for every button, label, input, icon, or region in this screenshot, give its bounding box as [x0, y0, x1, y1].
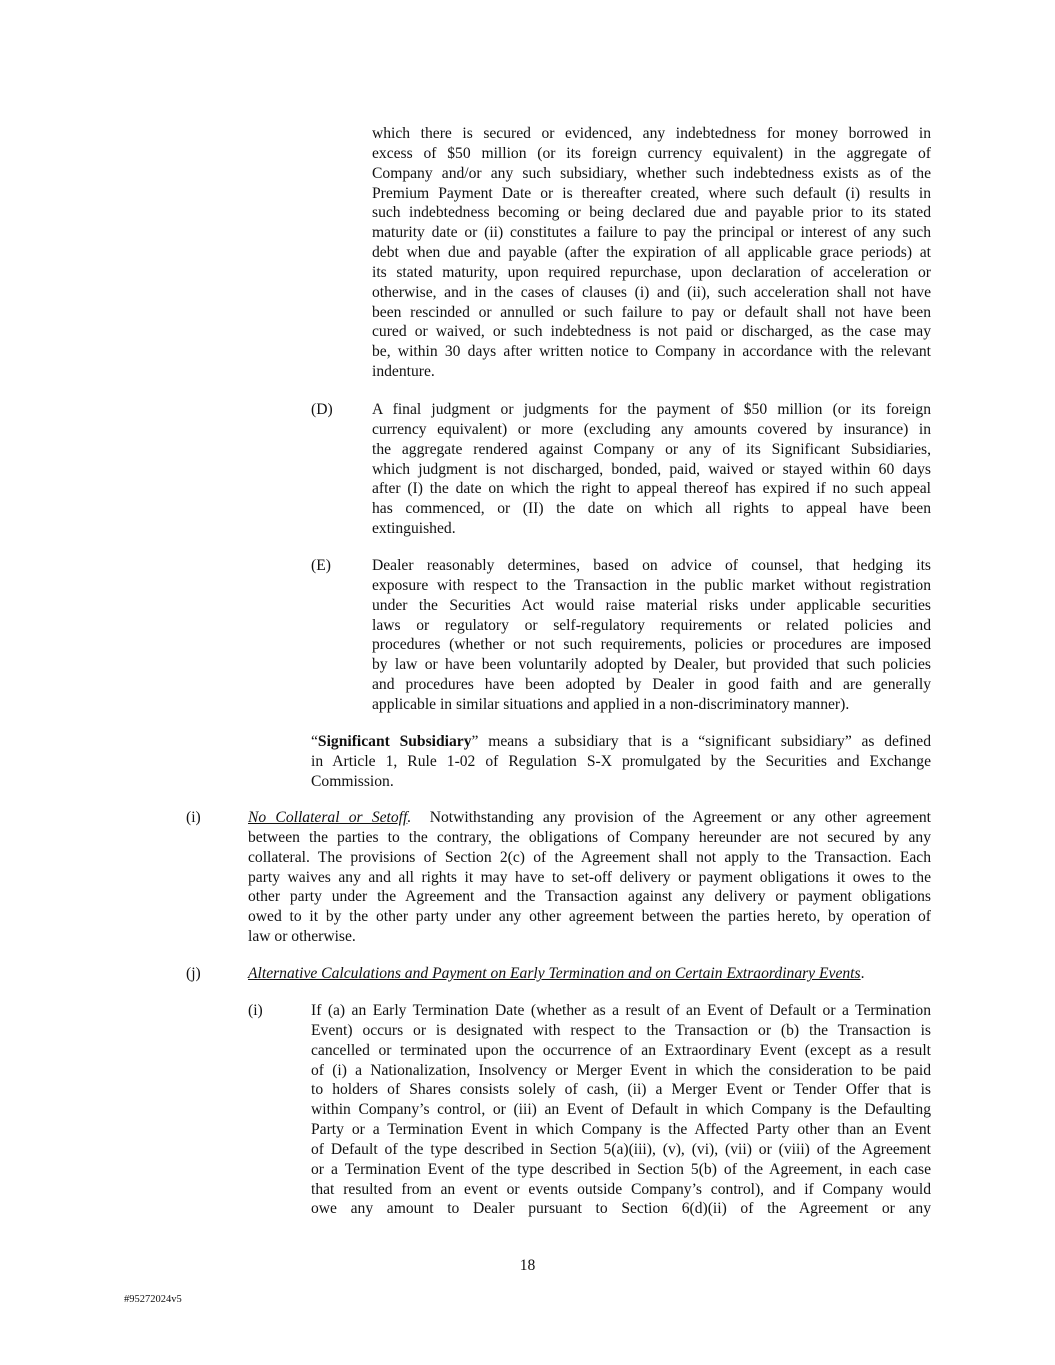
paragraph-line: been rescinded or annulled or such failure to pay or default shall not have been	[372, 303, 931, 321]
paragraph-line: party waives any and all rights it may have to set-off delivery or payment obligations it owes to the	[248, 868, 931, 886]
clause-e-label: (E)	[311, 557, 331, 574]
paragraph-line: Company and/or any such subsidiary, whether such indebtedness exists as of the	[372, 164, 931, 182]
paragraph-line: by law or have been voluntarily adopted by Dealer, but provided that such policies	[372, 656, 931, 674]
page-number: 18	[519, 1257, 536, 1274]
paragraph-line: within Company’s control, or (iii) an Event of Default in which Company is the Defaulting	[311, 1101, 931, 1119]
paragraph-line: or a Termination Event of the type described in Section 5(b) of the Agreement, in each case	[311, 1160, 931, 1178]
paragraph-line: and procedures have been adopted by Dealer in good faith and are generally	[372, 676, 931, 694]
paragraph-line: cured or waived, or such indebtedness is not paid or discharged, as the case may	[372, 323, 931, 341]
paragraph-line: maturity date or (ii) constitutes a failure to pay the principal or interest of any such	[372, 224, 931, 242]
paragraph-line: currency equivalent) or more (excluding any amounts covered by insurance) in	[372, 420, 931, 438]
paragraph-line: cancelled or terminated upon the occurrence of an Extraordinary Event (except as a result	[311, 1041, 931, 1059]
paragraph-line: after (I) the date on which the right to appeal thereof has expired if no such appeal	[372, 480, 931, 498]
clause-e-text	[372, 556, 931, 715]
paragraph-line: debt when due and payable (after the expiration of all applicable grace periods) at	[372, 244, 931, 262]
subsection-j-i-text	[311, 1001, 931, 1219]
section-j-heading	[248, 964, 938, 984]
paragraph-line: indenture.	[372, 363, 435, 381]
paragraph-line: that resulted from an event or events outside Company’s control), and if Company would	[311, 1180, 931, 1198]
paragraph-line: procedures (whether or not such requirements, policies or procedures are imposed	[372, 636, 931, 654]
paragraph-line: of (i) a Nationalization, Insolvency or Merger Event in which the consideration to be paid	[311, 1061, 931, 1079]
paragraph-line: owed to it by the other party under any other agreement between the parties hereto, by operation of	[248, 908, 931, 926]
paragraph-line: other party under the Agreement and the Transaction against any delivery or payment obligations	[248, 888, 931, 906]
paragraph-line: law or otherwise.	[248, 928, 356, 946]
definition-text: ” means a subsidiary that is a “significant subsidiary” as defined	[471, 733, 931, 750]
section-i-title-suffix: .	[407, 809, 412, 826]
paragraph-line: be, within 30 days after written notice to Company in accordance with the relevant	[372, 343, 931, 361]
paragraph-line: has commenced, or (II) the date on which all rights to appeal have been	[372, 500, 931, 518]
defined-term: Significant Subsidiary	[317, 733, 472, 750]
paragraph-line: extinguished.	[372, 520, 456, 538]
document-id: #95272024v5	[124, 1294, 182, 1305]
section-j-title: Alternative Calculations and Payment on Early Termination and on Certain Extraordinary Events	[248, 965, 861, 982]
paragraph-line: which judgment is not discharged, bonded, paid, waived or stayed within 60 days	[372, 460, 931, 478]
paragraph-line: collateral. The provisions of Section 2(c) of the Agreement shall not apply to the Transaction. Each	[248, 848, 931, 866]
paragraph-line	[311, 732, 931, 752]
section-i-line1-rest: Notwithstanding any provision of the Agreement or any other agreement	[411, 809, 931, 826]
paragraph-line: If (a) an Early Termination Date (whether as a result of an Event of Default or a Termination	[311, 1002, 931, 1019]
paragraph-line: Event) occurs or is designated with respect to the Transaction or (b) the Transaction is	[311, 1021, 931, 1039]
paragraph-line: between the parties to the contrary, the obligations of Company hereunder are not secured by any	[248, 828, 931, 846]
paragraph-line: its stated maturity, upon required repurchase, upon declaration of acceleration or	[372, 263, 931, 281]
paragraph-line: Premium Payment Date or is thereafter created, where such default (i) results in	[372, 184, 931, 202]
paragraph-line: the aggregate rendered against Company or any of its Significant Subsidiaries,	[372, 440, 931, 458]
paragraph-line: to holders of Shares consists solely of cash, (ii) a Merger Event or Tender Offer that is	[311, 1081, 931, 1099]
paragraph-line: applicable in similar situations and applied in a non-discriminatory manner).	[372, 695, 850, 713]
section-j-title-suffix: .	[860, 965, 865, 982]
paragraph-line: such indebtedness becoming or being declared due and payable prior to its stated	[372, 204, 931, 222]
paragraph-line: owe any amount to Dealer pursuant to Section 6(d)(ii) of the Agreement or any	[311, 1200, 931, 1218]
paragraph-line: laws or regulatory or self-regulatory requirements or related policies and	[372, 616, 931, 634]
section-i-title: No Collateral or Setoff	[248, 809, 408, 826]
paragraph-line: under the Securities Act would raise material risks under applicable securities	[372, 596, 931, 614]
clause-d-label: (D)	[311, 401, 333, 418]
section-i-label: (i)	[186, 809, 201, 826]
paragraph-line: exposure with respect to the Transaction in the public market without registration	[372, 576, 931, 594]
paragraph-line: otherwise, and in the cases of clauses (i) and (ii), such acceleration shall not have	[372, 283, 931, 301]
clause-d-text	[372, 400, 931, 539]
definition-paragraph	[311, 732, 931, 792]
paragraph-line: which there is secured or evidenced, any indebtedness for money borrowed in	[372, 125, 931, 142]
paragraph-line: A final judgment or judgments for the payment of $50 million (or its foreign	[372, 401, 931, 418]
section-j-label: (j)	[186, 965, 201, 982]
subsection-j-i-label: (i)	[248, 1002, 263, 1019]
open-quote: “	[311, 733, 318, 750]
paragraph-line: excess of $50 million (or its foreign currency equivalent) in the aggregate of	[372, 144, 931, 162]
paragraph-line: of Default of the type described in Section 5(a)(iii), (v), (vi), (vii) or (viii) of the Agreement	[311, 1140, 931, 1158]
section-i-text	[248, 808, 931, 947]
paragraph-line: in Article 1, Rule 1-02 of Regulation S-X promulgated by the Securities and Exchange	[311, 752, 931, 770]
continuation-paragraph	[372, 124, 931, 382]
paragraph-line: Dealer reasonably determines, based on advice of counsel, that hedging its	[372, 557, 931, 574]
paragraph-line: Party or a Termination Event in which Company is the Affected Party other than an Event	[311, 1121, 931, 1139]
paragraph-line	[248, 808, 931, 828]
paragraph-line: Commission.	[311, 772, 394, 790]
